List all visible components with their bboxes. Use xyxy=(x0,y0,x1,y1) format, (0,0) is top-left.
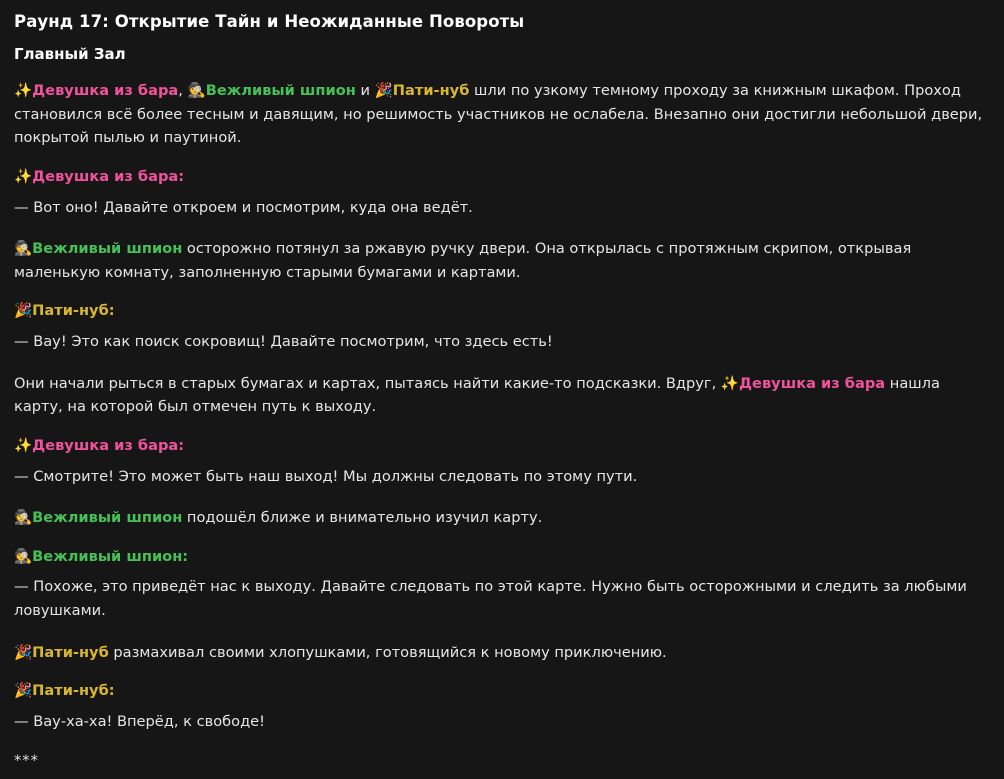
colon: : xyxy=(178,167,185,185)
narration-conjunction: и xyxy=(355,82,375,99)
colon: : xyxy=(178,436,185,454)
character-mention-girl xyxy=(14,168,184,185)
narration-paragraph-2 xyxy=(14,237,990,284)
section-end-marker: *** xyxy=(14,751,39,769)
dialogue-noob-1: — Вау! Это как поиск сокровищ! Давайте посмотрим, что здесь есть! xyxy=(14,333,553,351)
party-popper-icon: 🎉 xyxy=(14,302,33,320)
speaker-label-girl-2 xyxy=(14,435,990,458)
speaker-label-noob-1 xyxy=(14,300,990,323)
colon: : xyxy=(108,302,115,320)
character-mention-spy xyxy=(14,548,188,565)
narration-text-3-post: нашла карту, на которой был отмечен путь к выходу. xyxy=(14,374,940,416)
narration-paragraph-5 xyxy=(14,641,990,665)
character-name-noob: Пати-нуб xyxy=(32,643,109,661)
narration-text-5: размахивал своими хлопушками, готовящийся к новому приключению. xyxy=(108,643,667,661)
character-name-girl: Девушка из бара xyxy=(32,436,179,454)
character-mention-noob xyxy=(14,644,109,661)
character-mention-girl xyxy=(14,437,184,454)
character-name-noob: Пати-нуб xyxy=(32,682,109,700)
detective-icon: 🕵 xyxy=(14,509,33,527)
dialogue-girl-1: — Вот оно! Давайте откроем и посмотрим, куда она ведёт. xyxy=(14,198,473,216)
party-popper-icon: 🎉 xyxy=(14,643,33,661)
colon: : xyxy=(182,547,189,565)
dialogue-girl-2: — Смотрите! Это может быть наш выход! Мы должны следовать по этому пути. xyxy=(14,467,638,485)
character-mention-spy xyxy=(14,240,182,257)
character-name-spy: Вежливый шпион xyxy=(205,82,356,99)
character-name-girl: Девушка из бара xyxy=(739,374,886,392)
narration-paragraph-3 xyxy=(14,372,990,419)
narration-text-3-pre: Они начали рыться в старых бумагах и картах, пытаясь найти какие-то подсказки. Вдруг, xyxy=(14,374,721,392)
sparkles-icon: ✨ xyxy=(14,167,33,185)
page-title: Раунд 17: Открытие Тайн и Неожиданные Повороты xyxy=(14,12,525,31)
narration-comma: , xyxy=(178,82,188,99)
narration-text-2: осторожно потянул за ржавую ручку двери. Она открылась с протяжным скрипом, открывая маленькую комнату, заполненную старыми бумагами и картами. xyxy=(14,240,912,281)
party-popper-icon: 🎉 xyxy=(374,82,393,99)
sparkles-icon: ✨ xyxy=(14,82,33,99)
location-heading: Главный Зал xyxy=(14,45,126,63)
narration-paragraph-4 xyxy=(14,506,990,530)
character-name-girl: Девушка из бара xyxy=(32,82,179,99)
character-name-spy: Вежливый шпион xyxy=(32,547,183,565)
speaker-label-girl-1 xyxy=(14,166,990,189)
character-mention-noob xyxy=(14,682,115,699)
colon: : xyxy=(108,682,115,700)
sparkles-icon: ✨ xyxy=(14,436,33,454)
detective-icon: 🕵 xyxy=(14,547,33,565)
character-name-girl: Девушка из бара xyxy=(32,167,179,185)
character-mention-noob xyxy=(14,302,115,319)
narration-text-1: шли по узкому темному проходу за книжным шкафом. Проход становился всё более тесным и давящим, но решимость участников не ослабела. Внезапно они достигли небольшой двери, покрытой пылью и паутиной. xyxy=(14,82,983,147)
party-popper-icon: 🎉 xyxy=(14,682,33,700)
dialogue-noob-2: — Вау-ха-ха! Вперёд, к свободе! xyxy=(14,713,266,731)
narration-paragraph-1 xyxy=(14,79,990,150)
character-mention-noob xyxy=(375,82,470,99)
speaker-label-noob-2 xyxy=(14,680,990,703)
detective-icon: 🕵 xyxy=(14,240,33,258)
character-mention-girl xyxy=(721,375,885,392)
character-mention-spy xyxy=(14,509,182,526)
character-name-noob: Пати-нуб xyxy=(392,82,470,99)
speaker-label-spy-1 xyxy=(14,546,990,569)
character-name-spy: Вежливый шпион xyxy=(32,240,183,258)
character-mention-spy xyxy=(188,82,356,99)
character-mention-girl xyxy=(14,82,178,99)
character-name-spy: Вежливый шпион xyxy=(32,509,183,527)
character-name-noob: Пати-нуб xyxy=(32,302,109,320)
dialogue-spy-1: — Похоже, это приведёт нас к выходу. Давайте следовать по этой карте. Нужно быть осторожными и следить за любыми ловушками. xyxy=(14,578,967,620)
detective-icon: 🕵 xyxy=(187,82,206,99)
sparkles-icon: ✨ xyxy=(720,374,740,392)
narration-text-4: подошёл ближе и внимательно изучил карту. xyxy=(182,509,543,527)
